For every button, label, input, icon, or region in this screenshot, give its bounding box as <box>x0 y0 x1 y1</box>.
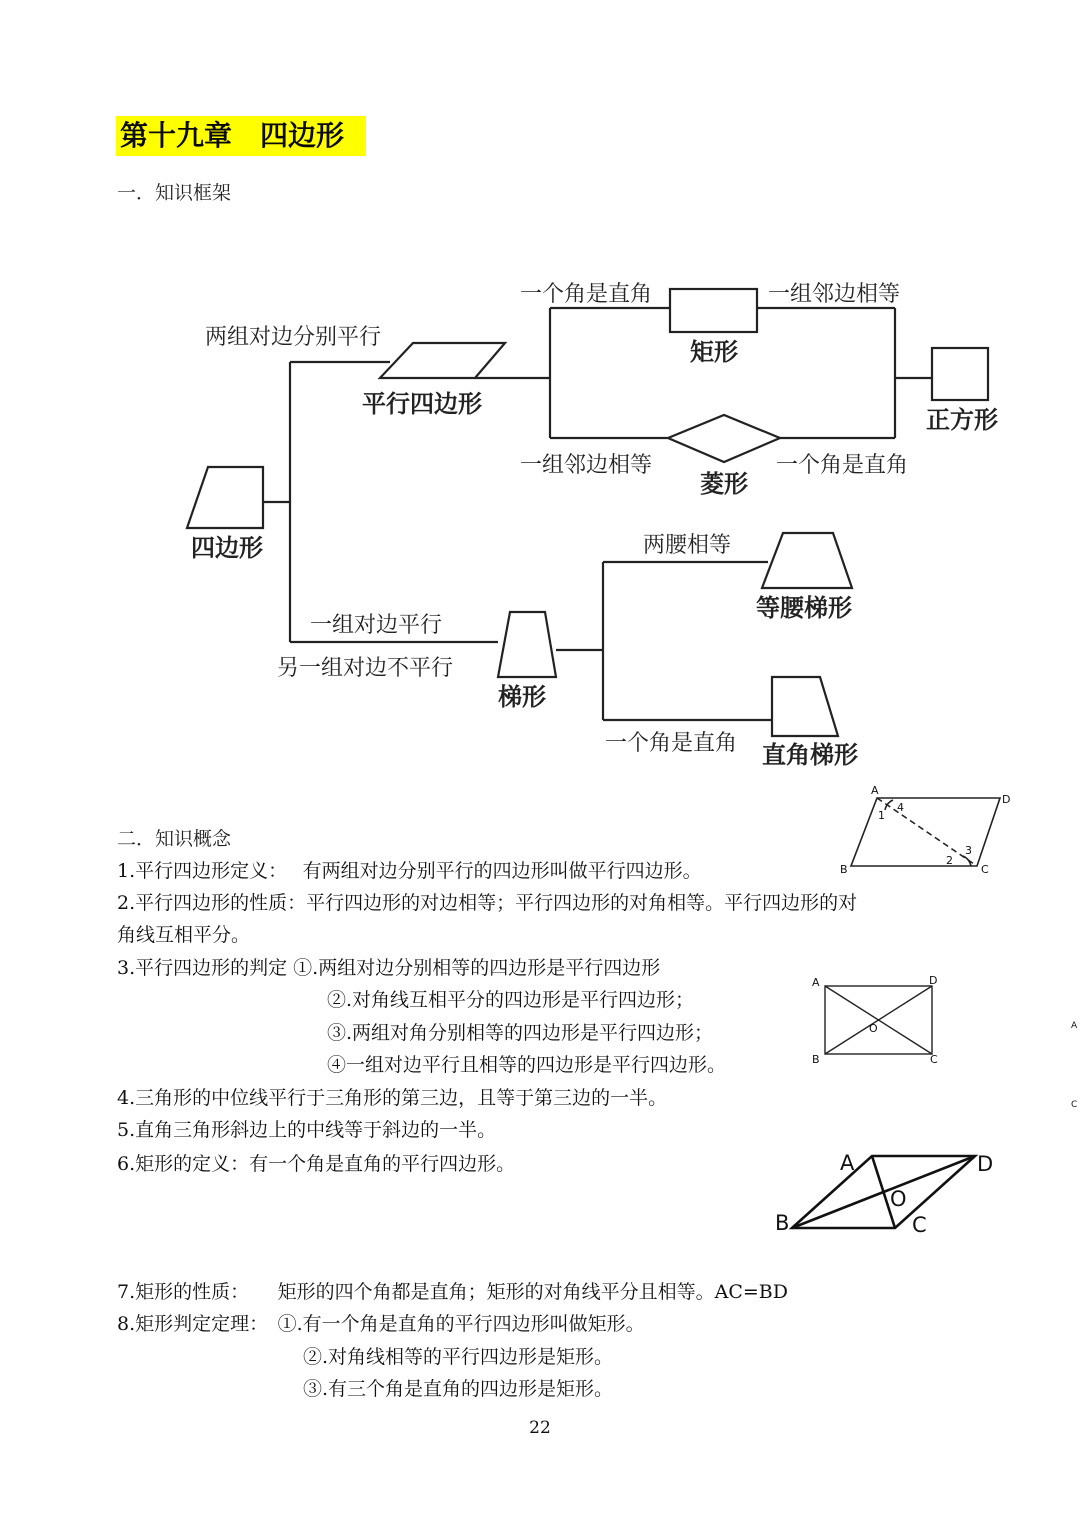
fig1-angle-1: 1 <box>878 809 885 822</box>
fig1-label-D: D <box>1002 793 1011 806</box>
figure-parallelogram-diagonals <box>770 1142 1000 1242</box>
cond-one-right-angle-rhombus: 一个角是直角 <box>776 453 909 478</box>
fig3-label-B: B <box>775 1211 790 1235</box>
label-rhombus: 菱形 <box>700 470 748 498</box>
section-2-heading: 二．知识概念 <box>117 828 232 850</box>
cond-one-right-angle-top: 一个角是直角 <box>520 282 653 307</box>
item-5: 5.直角三角形斜边上的中线等于斜边的一半。 <box>117 1119 497 1141</box>
quadrilateral-shape <box>187 467 263 528</box>
fig1-angle-2: 2 <box>946 854 953 867</box>
chapter-title: 第十九章 四边形 <box>116 116 366 156</box>
fig1-angle-4: 4 <box>897 801 904 814</box>
rectangle-shape <box>670 289 757 332</box>
fig3-label-O: O <box>890 1187 907 1211</box>
label-trapezoid: 梯形 <box>498 683 546 711</box>
label-rectangle: 矩形 <box>690 338 738 366</box>
square-shape <box>932 348 988 400</box>
item-3c: ③.两组对角分别相等的四边形是平行四边形； <box>327 1022 714 1044</box>
cond-other-not-parallel: 另一组对边不平行 <box>277 656 454 681</box>
cond-one-pair-parallel: 一组对边平行 <box>310 613 443 638</box>
trapezoid-shape <box>498 612 556 677</box>
fig1-label-A: A <box>871 784 879 797</box>
fig1-angle-3: 3 <box>965 844 972 857</box>
figure-rectangle-diagonals <box>805 970 950 1070</box>
label-isosceles-trapezoid: 等腰梯形 <box>756 594 852 622</box>
item-8a: 8.矩形判定定理： ①.有一个角是直角的平行四边形叫做矩形。 <box>117 1313 645 1335</box>
margin-label-a: A <box>1071 1021 1078 1031</box>
item-7: 7.矩形的性质： 矩形的四个角都是直角；矩形的对角线平分且相等。AC=BD <box>117 1281 789 1303</box>
item-8b: ②.对角线相等的平行四边形是矩形。 <box>303 1346 614 1368</box>
item-1: 1.平行四边形定义： 有两组对边分别平行的四边形叫做平行四边形。 <box>117 860 702 882</box>
label-quadrilateral: 四边形 <box>191 534 263 562</box>
isosceles-trapezoid-shape <box>762 533 852 588</box>
right-trapezoid-shape <box>772 677 838 736</box>
item-4: 4.三角形的中位线平行于三角形的第三边，且等于第三边的一半。 <box>117 1087 668 1109</box>
fig2-label-C: C <box>930 1053 938 1066</box>
section-1-heading: 一．知识框架 <box>117 182 232 204</box>
cond-adjacent-equal-top: 一组邻边相等 <box>768 282 901 307</box>
item-3b: ②.对角线互相平分的四边形是平行四边形； <box>327 989 695 1011</box>
label-parallelogram: 平行四边形 <box>362 390 482 418</box>
label-square: 正方形 <box>926 406 998 434</box>
item-3d: ④一组对边平行且相等的四边形是平行四边形。 <box>327 1054 727 1076</box>
fig2-label-O: O <box>869 1022 878 1035</box>
fig3-label-A: A <box>840 1151 855 1175</box>
label-right-trapezoid: 直角梯形 <box>762 741 858 769</box>
rhombus-shape <box>668 415 780 462</box>
item-8c: ③.有三个角是直角的四边形是矩形。 <box>303 1378 614 1400</box>
fig1-label-C: C <box>981 863 989 876</box>
fig3-label-C: C <box>912 1213 927 1237</box>
parallelogram-shape <box>380 343 505 378</box>
margin-label-c: C <box>1071 1100 1078 1110</box>
cond-adjacent-equal-bottom: 一组邻边相等 <box>520 453 653 478</box>
fig3-label-D: D <box>977 1152 994 1176</box>
item-2a: 2.平行四边形的性质：平行四边形的对边相等；平行四边形的对角相等。平行四边形的对 <box>117 892 858 914</box>
item-6: 6.矩形的定义：有一个角是直角的平行四边形。 <box>117 1153 516 1175</box>
page-number: 22 <box>529 1418 551 1438</box>
cond-two-pairs-parallel: 两组对边分别平行 <box>205 325 382 350</box>
fig2-label-B: B <box>812 1053 820 1066</box>
item-2b: 角线互相平分。 <box>117 924 251 946</box>
figure-parallelogram-angles <box>835 782 1015 882</box>
cond-legs-equal: 两腰相等 <box>643 533 732 558</box>
item-3a: 3.平行四边形的判定 ①.两组对边分别相等的四边形是平行四边形 <box>117 957 661 979</box>
cond-one-right-angle-trap: 一个角是直角 <box>605 731 738 756</box>
fig2-label-D: D <box>929 974 938 987</box>
fig1-label-B: B <box>840 863 848 876</box>
fig2-label-A: A <box>812 976 820 989</box>
